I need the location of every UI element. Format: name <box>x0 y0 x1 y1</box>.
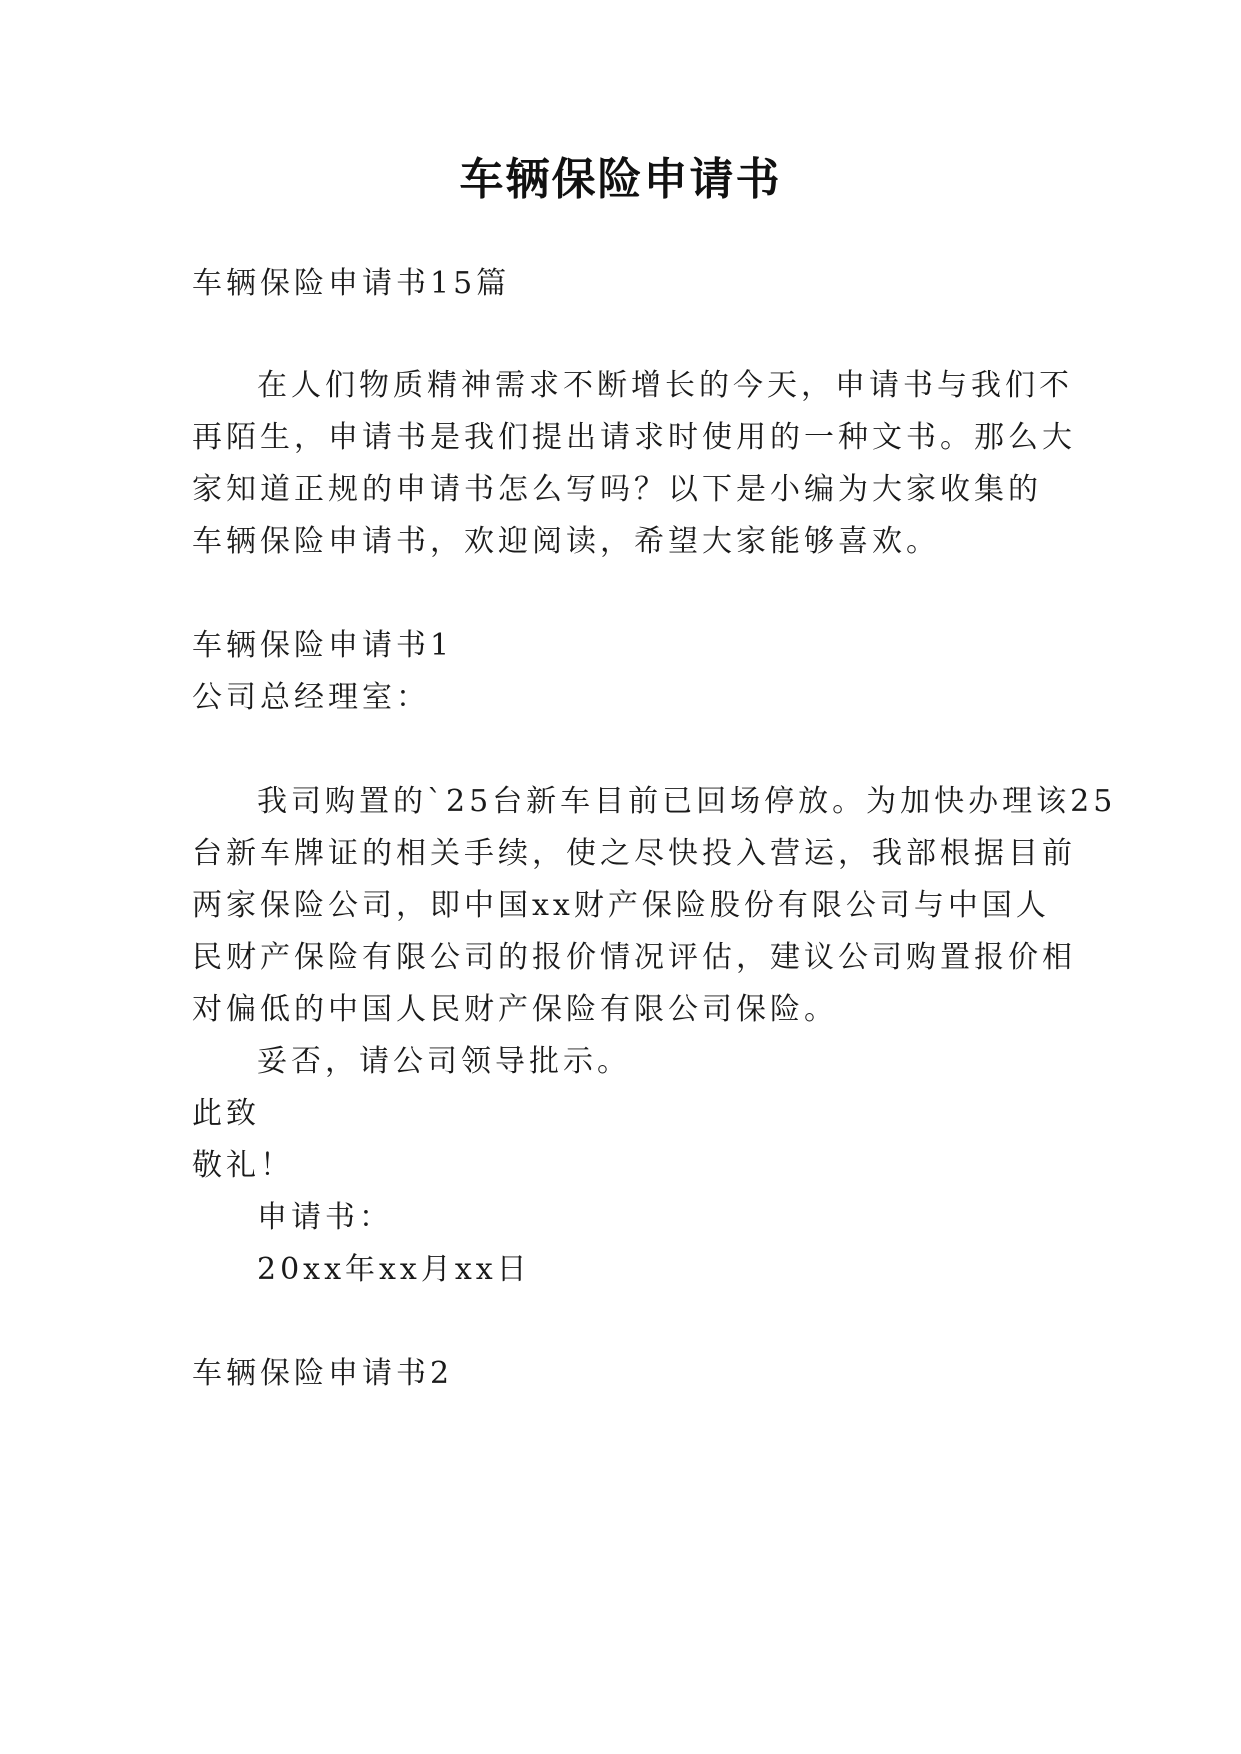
body-line: 两家保险公司，即中国xx财产保险股份有限公司与中国人 <box>192 888 1050 923</box>
body-line: 对偏低的中国人民财产保险有限公司保险。 <box>192 992 838 1027</box>
document-title: 车辆保险申请书 <box>459 154 782 205</box>
document-subtitle: 车辆保险申请书15篇 <box>192 266 511 301</box>
addressee: 公司总经理室： <box>192 680 430 715</box>
body-line: 民财产保险有限公司的报价情况评估，建议公司购置报价相 <box>192 940 1076 975</box>
request-line: 妥否，请公司领导批示。 <box>257 1044 631 1079</box>
signature-line: 申请书： <box>257 1200 393 1235</box>
body-line: 台新车牌证的相关手续，使之尽快投入营运，我部根据目前 <box>192 836 1076 871</box>
section-heading: 车辆保险申请书2 <box>192 1356 454 1391</box>
intro-line: 车辆保险申请书，欢迎阅读，希望大家能够喜欢。 <box>192 524 940 559</box>
date-line: 20xx年xx月xx日 <box>257 1252 531 1287</box>
section-heading: 车辆保险申请书1 <box>192 628 454 663</box>
intro-line: 在人们物质精神需求不断增长的今天，申请书与我们不 <box>257 368 1073 403</box>
body-line: 我司购置的`25台新车目前已回场停放。为加快办理该25 <box>257 784 1117 819</box>
intro-line: 再陌生，申请书是我们提出请求时使用的一种文书。那么大 <box>192 420 1076 455</box>
closing-regards: 敬礼！ <box>192 1148 294 1183</box>
closing-salutation: 此致 <box>192 1096 260 1131</box>
intro-line: 家知道正规的申请书怎么写吗？以下是小编为大家收集的 <box>192 472 1042 507</box>
